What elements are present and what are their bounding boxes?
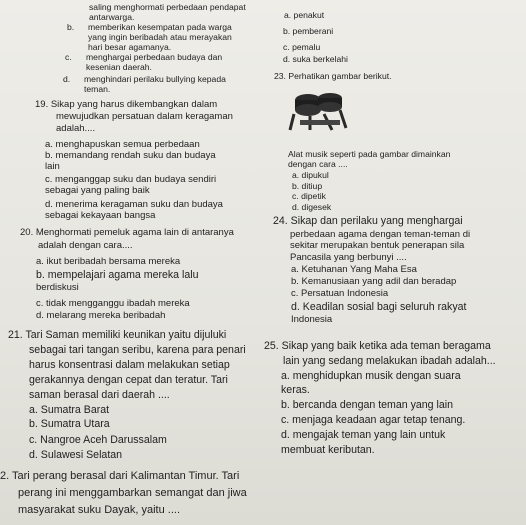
q25-option-a: a. menghidupkan musik dengan suara xyxy=(281,370,461,382)
q18-b-line2: yang ingin beribadah atau merayakan xyxy=(88,32,232,42)
q18-b-marker: b. xyxy=(67,22,75,32)
q18-a-line1: saling menghormati perbedaan pendapat xyxy=(89,2,246,12)
q20-option-c: c. tidak mengganggu ibadah mereka xyxy=(36,298,190,309)
option-b: b. pemberani xyxy=(283,26,334,36)
q24-option-a: a. Ketuhanan Yang Maha Esa xyxy=(291,264,417,275)
q19-option-b-cont: lain xyxy=(45,161,60,172)
q24-stem-line1: 24. Sikap dan perilaku yang menghargai xyxy=(273,215,463,227)
q24-stem-line4: Pancasila yang berbunyi .... xyxy=(290,252,407,263)
q20-option-d: d. melarang mereka beribadah xyxy=(36,310,166,321)
q24-option-d-cont: Indonesia xyxy=(291,314,333,325)
q21-stem-line3: harus konsentrasi dalam melakukan setiap xyxy=(29,359,230,371)
q20-option-a: a. ikut beribadah bersama mereka xyxy=(36,256,181,267)
q19-option-c: c. menganggap suku dan budaya sendiri xyxy=(45,174,217,185)
q25-option-d-cont: membuat keributan. xyxy=(281,444,375,456)
q24-option-d: d. Keadilan sosial bagi seluruh rakyat xyxy=(291,301,467,313)
q20-stem-line1: 20. Menghormati pemeluk agama lain di antaranya xyxy=(20,227,234,238)
q25-stem-line2: lain yang sedang melakukan ibadah adalah... xyxy=(283,355,496,367)
q21-option-d: d. Sulawesi Selatan xyxy=(29,449,123,461)
q20-option-b: b. mempelajari agama mereka lalu xyxy=(36,269,199,281)
q25-option-c: c. menjaga keadaan agar tetap tenang. xyxy=(281,414,466,426)
q23-stem: 23. Perhatikan gambar berikut. xyxy=(274,71,392,81)
q22-stem-line1: 2. Tari perang berasal dari Kalimantan Timur. Tari xyxy=(0,470,240,482)
q25-stem-line1: 25. Sikap yang baik ketika ada teman beragama xyxy=(264,340,491,352)
option-d: d. suka berkelahi xyxy=(283,54,348,64)
drum-illustration xyxy=(288,86,350,132)
q19-stem-line1: 19. Sikap yang harus dikembangkan dalam xyxy=(35,99,218,110)
q18-b-line1: memberikan kesempatan pada warga xyxy=(88,22,232,32)
q21-option-c: c. Nangroe Aceh Darussalam xyxy=(29,434,167,446)
q18-a-line2: antarwarga. xyxy=(89,12,135,22)
q23-desc-line2: dengan cara .... xyxy=(288,159,348,169)
q21-stem-line1: 21. Tari Saman memiliki keunikan yaitu dijuluki xyxy=(8,329,227,341)
q18-d-line2: teman. xyxy=(84,84,111,94)
q18-b-line3: hari besar agamanya. xyxy=(88,42,172,52)
q21-option-a: a. Sumatra Barat xyxy=(29,404,110,416)
q24-stem-line2: perbedaan agama dengan teman-teman di xyxy=(290,229,471,240)
q25-option-a-cont: keras. xyxy=(281,384,310,396)
q18-d-marker: d. xyxy=(63,74,71,84)
q21-option-b: b. Sumatra Utara xyxy=(29,418,110,430)
q22-stem-line3: masyarakat suku Dayak, yaitu .... xyxy=(18,504,181,516)
q19-option-d: d. menerima keragaman suku dan budaya xyxy=(45,199,223,210)
q19-stem-line3: adalah.... xyxy=(56,123,96,134)
q23-desc-line1: Alat musik seperti pada gambar dimainkan xyxy=(288,149,451,159)
q19-stem-line2: mewujudkan persatuan dalam keragaman xyxy=(56,111,233,122)
q18-c-marker: c. xyxy=(65,52,72,62)
q23-option-c: c. dipetik xyxy=(292,191,326,201)
q19-option-c-cont: sebagai yang paling baik xyxy=(45,185,150,196)
q19-option-d-cont: sebagai kekayaan bangsa xyxy=(45,210,156,221)
q21-stem-line5: saman berasal dari daerah .... xyxy=(29,389,170,401)
q25-option-b: b. bercanda dengan teman yang lain xyxy=(281,399,453,411)
option-a: a. penakut xyxy=(284,10,325,20)
q24-option-c: c. Persatuan Indonesia xyxy=(291,288,389,299)
q25-option-d: d. mengajak teman yang lain untuk xyxy=(281,429,446,441)
q20-option-b-cont: berdiskusi xyxy=(36,282,79,293)
option-c: c. pemalu xyxy=(283,42,321,52)
q18-c-line2: kesenian daerah. xyxy=(86,62,152,72)
q23-option-a: a. dipukul xyxy=(292,170,329,180)
q23-option-b: b. ditiup xyxy=(292,181,323,191)
q18-c-line1: menghargai perbedaan budaya dan xyxy=(86,52,223,62)
q21-stem-line2: sebagai tari tangan seribu, karena para penari xyxy=(29,344,246,356)
q18-d-line1: menghindari perilaku bullying kepada xyxy=(84,74,226,84)
q19-option-b: b. memandang rendah suku dan budaya xyxy=(45,150,216,161)
q22-stem-line2: perang ini menggambarkan semangat dan jiwa xyxy=(18,487,247,499)
q23-option-d: d. digesek xyxy=(292,202,332,212)
q24-option-b: b. Kemanusiaan yang adil dan beradap xyxy=(291,276,457,287)
q24-stem-line3: sekitar merupakan bentuk penerapan sila xyxy=(290,240,465,251)
q20-stem-line2: adalah dengan cara.... xyxy=(38,240,133,251)
q19-option-a: a. menghapuskan semua perbedaan xyxy=(45,139,200,150)
q21-stem-line4: gerakannya dengan cepat dan teratur. Tari xyxy=(29,374,228,386)
